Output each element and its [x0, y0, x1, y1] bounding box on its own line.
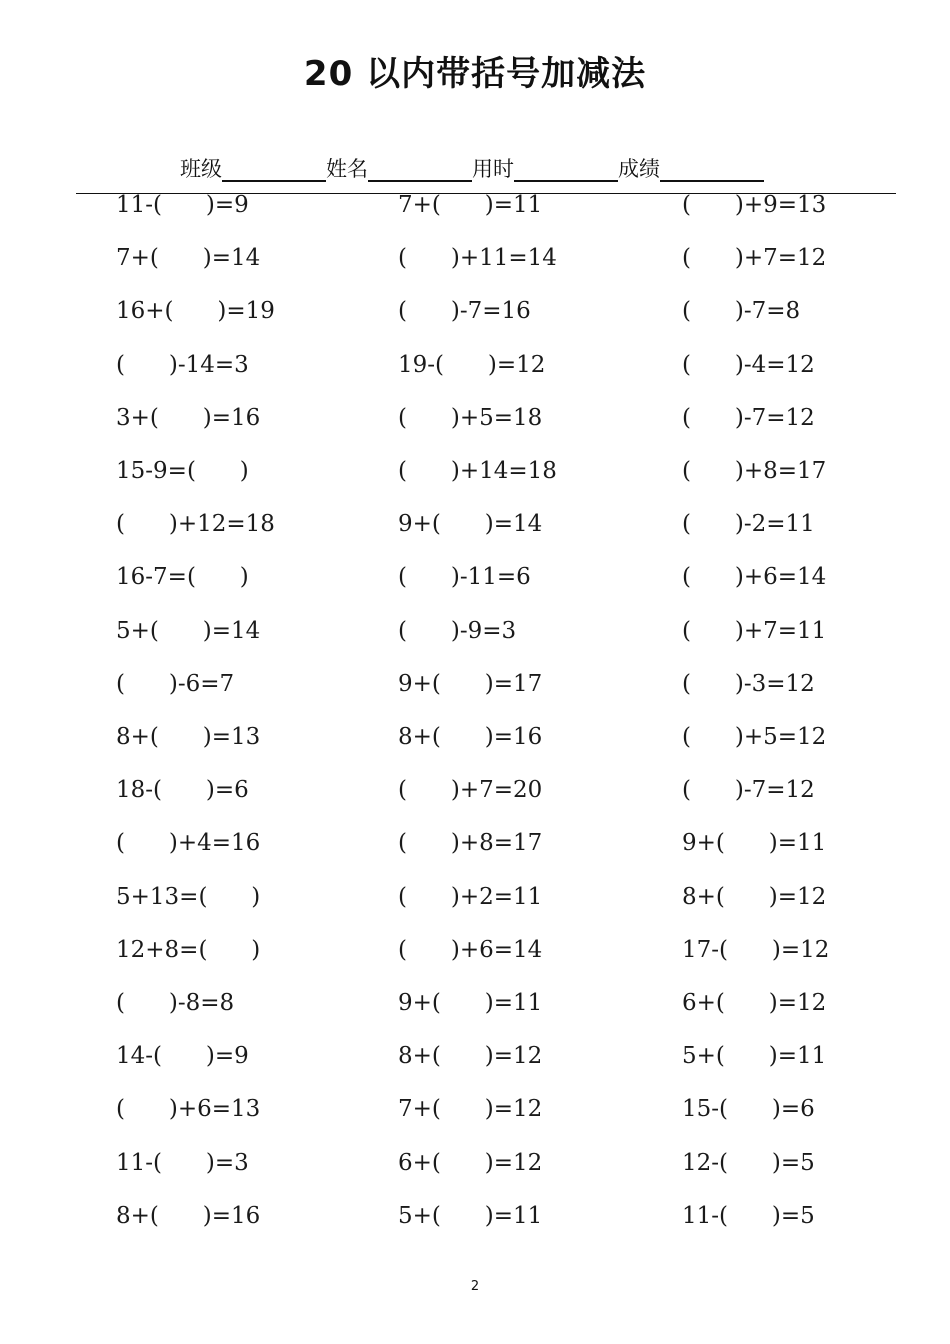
page-number: 2: [470, 1279, 480, 1294]
problem-item: ( )+8=17: [682, 458, 827, 484]
problem-item: 7+( )=11: [398, 192, 543, 218]
problem-item: 9+( )=17: [398, 670, 543, 697]
problem-item: ( )+5=12: [682, 724, 827, 750]
score-label: 成绩: [618, 157, 660, 181]
problem-item: 5+( )=11: [682, 1043, 827, 1070]
problem-item: ( )+6=14: [682, 564, 827, 591]
problem-item: 3+( )=16: [116, 404, 261, 431]
problem-item: 11-( )=3: [116, 1149, 249, 1176]
problem-item: 17-( )=12: [682, 936, 830, 963]
problem-item: 8+( )=12: [398, 1043, 543, 1070]
problem-item: ( )-8=8: [116, 990, 235, 1016]
worksheet-title: 20 以内带括号加减法: [303, 54, 647, 94]
problem-item: ( )-9=3: [398, 617, 517, 644]
problem-item: ( )+11=14: [398, 245, 557, 272]
problem-item: 6+( )=12: [682, 990, 827, 1016]
problem-item: ( )-3=12: [682, 670, 815, 697]
class-label: 班级: [180, 157, 222, 181]
problem-item: 11-( )=9: [116, 192, 249, 218]
problem-item: 8+( )=16: [398, 724, 543, 750]
problem-item: ( )+2=11: [398, 883, 543, 910]
problem-item: 18-( )=6: [116, 777, 249, 804]
problem-item: 6+( )=12: [398, 1149, 543, 1176]
problem-item: ( )+9=13: [682, 192, 827, 218]
problem-item: 19-( )=12: [398, 351, 546, 378]
problem-item: 16+( )=19: [116, 298, 275, 325]
problem-item: 15-( )=6: [682, 1096, 815, 1123]
problem-item: 8+( )=16: [116, 1202, 261, 1229]
problem-item: 9+( )=11: [398, 990, 543, 1016]
problem-item: 12-( )=5: [682, 1149, 815, 1176]
problem-item: ( )-4=12: [682, 351, 815, 378]
problem-item: ( )+7=20: [398, 777, 543, 804]
problem-item: ( )+14=18: [398, 458, 557, 484]
problem-item: 8+( )=12: [682, 883, 827, 910]
problem-item: 5+( )=14: [116, 617, 261, 644]
problem-item: 11-( )=5: [682, 1202, 815, 1229]
problem-item: ( )-14=3: [116, 351, 249, 378]
problem-item: ( )+12=18: [116, 511, 275, 538]
problem-item: 9+( )=14: [398, 511, 543, 538]
problem-item: ( )+5=18: [398, 404, 543, 431]
problem-item: ( )-6=7: [116, 670, 235, 697]
problem-item: ( )+7=11: [682, 617, 827, 644]
problem-item: ( )-7=8: [682, 298, 801, 325]
problem-item: ( )+7=12: [682, 245, 827, 272]
problem-item: 9+( )=11: [682, 830, 827, 857]
problem-item: ( )+6=14: [398, 936, 543, 963]
problem-item: ( )+4=16: [116, 830, 261, 857]
name-label: 姓名: [326, 157, 368, 181]
problem-item: 14-( )=9: [116, 1043, 249, 1070]
problem-item: ( )+8=17: [398, 830, 543, 857]
problem-item: 5+( )=11: [398, 1202, 543, 1229]
problem-item: ( )-7=12: [682, 777, 815, 804]
problem-item: 12+8=( ): [116, 936, 261, 963]
problem-item: 8+( )=13: [116, 724, 261, 750]
problem-item: ( )-7=16: [398, 298, 531, 325]
time-label: 用时: [472, 157, 514, 181]
problem-item: 7+( )=12: [398, 1096, 543, 1123]
problem-item: ( )+6=13: [116, 1096, 261, 1123]
problem-item: 15-9=( ): [116, 458, 249, 484]
problem-item: 5+13=( ): [116, 883, 261, 910]
problem-item: ( )-11=6: [398, 564, 531, 591]
problem-item: ( )-2=11: [682, 511, 815, 538]
problem-item: 7+( )=14: [116, 245, 261, 272]
problem-item: 16-7=( ): [116, 564, 249, 591]
problem-item: ( )-7=12: [682, 404, 815, 431]
